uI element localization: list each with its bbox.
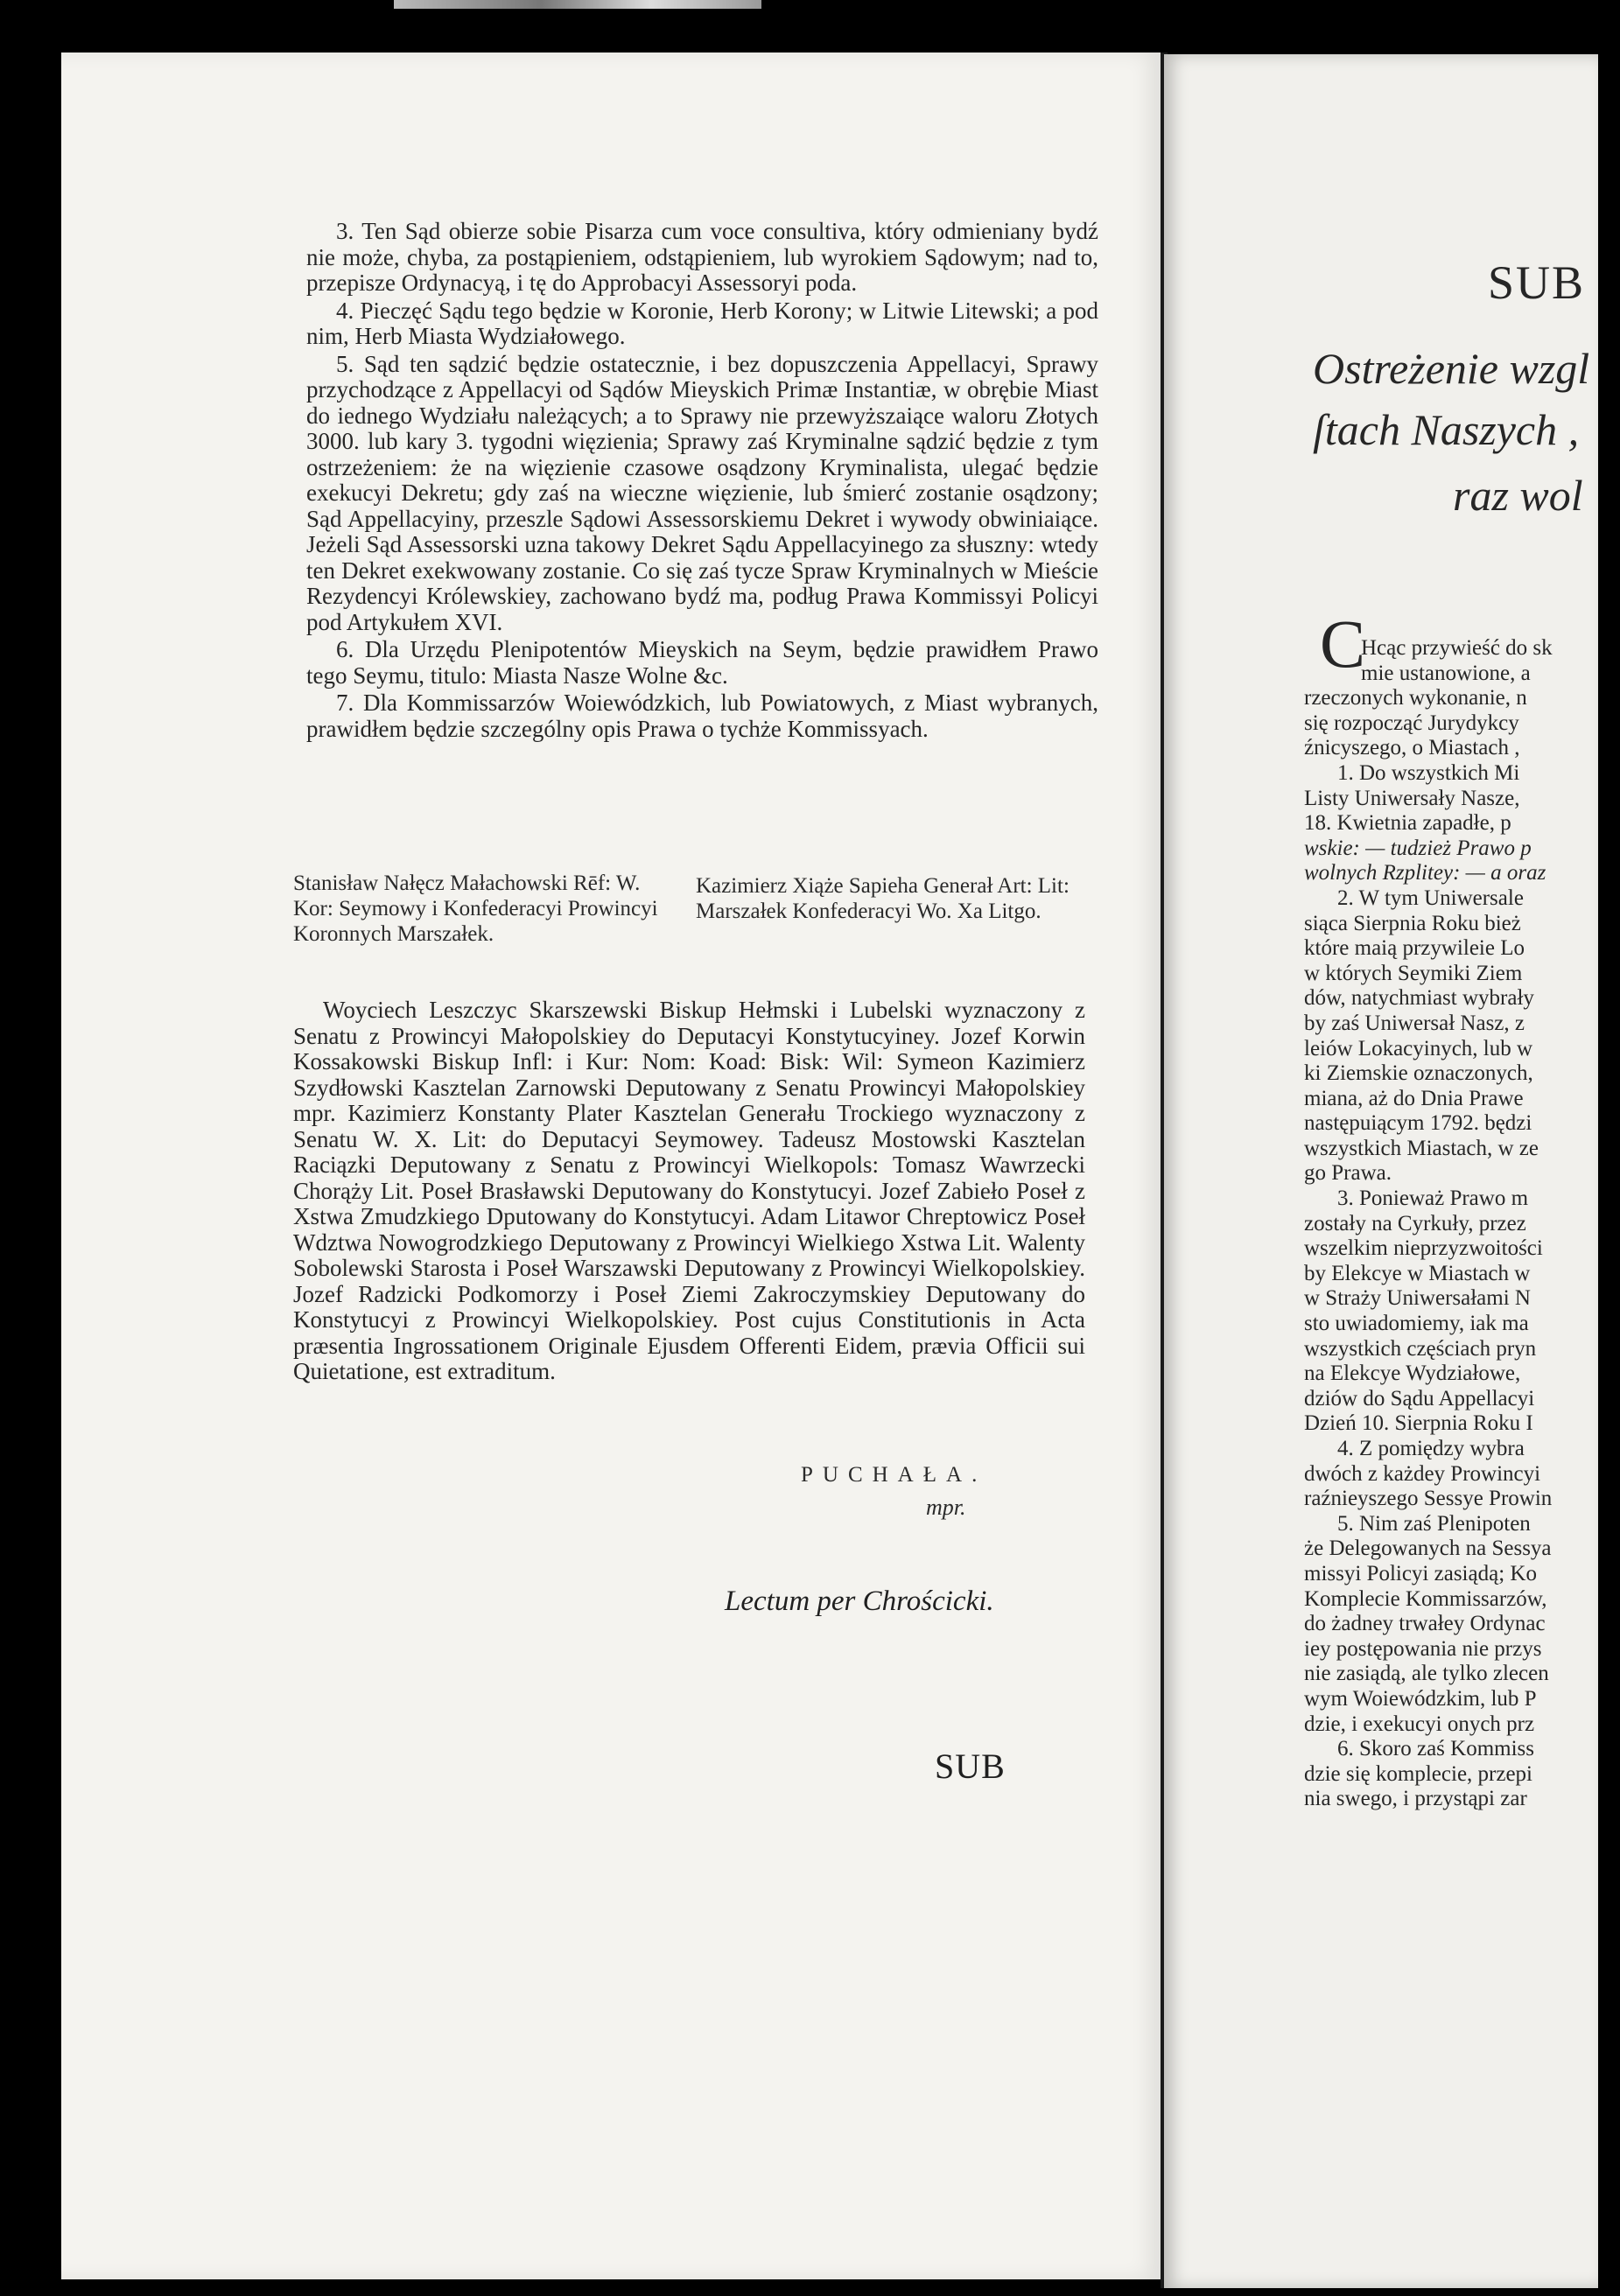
right-line: raźnieyszego Sessye Prowin	[1304, 1487, 1553, 1511]
right-line: na Elekcye Wydziałowe,	[1304, 1362, 1521, 1386]
right-line: sto uwiadomiemy, iak ma	[1304, 1312, 1529, 1336]
article-6: 6. Dla Urzędu Plenipotentów Mieyskich na Seym, będzie prawidłem Prawo tego Seymu, titulo: Miasta Nasze Wolne &c.	[306, 636, 1098, 689]
right-page	[1164, 54, 1598, 2288]
lectum-line: Lectum per Chrościcki.	[725, 1586, 994, 1617]
right-line: 5. Nim zaś Plenipoten	[1337, 1511, 1531, 1536]
right-line: które maią przywileie Lo	[1304, 936, 1525, 961]
catchword-sub: SUB	[935, 1746, 1006, 1786]
right-line: 1. Do wszystkich Mi	[1337, 760, 1520, 785]
left-articles	[306, 219, 1098, 742]
right-line: w których Seymiki Ziem	[1304, 961, 1523, 985]
signature-malachowski: Stanisław Nałęcz Małachowski Rēf: W. Kor: Seymowy i Konfederacyi Prowincyi Koronnych Marszałek.	[293, 872, 658, 946]
right-line: wszelkim nieprzyzwoitości	[1304, 1236, 1543, 1261]
right-line: go Prawa.	[1304, 1161, 1392, 1186]
right-line: się rozpocząć Jurydykcy	[1304, 710, 1519, 735]
right-line: następuiącym 1792. będzi	[1304, 1111, 1532, 1136]
right-line: dów, natychmiast wybrały	[1304, 986, 1534, 1011]
right-line: w Straży Uniwersałami N	[1304, 1286, 1531, 1311]
right-body	[1304, 636, 1553, 1812]
puchala-signature: PUCHAŁA.	[801, 1463, 987, 1487]
right-line: dzie, i exekucyi onych prz	[1304, 1712, 1535, 1736]
right-line: mie ustanowione, a	[1361, 661, 1531, 685]
right-line: 3. Ponieważ Prawo m	[1337, 1186, 1529, 1211]
right-line: leiów Lokacyinych, lub w	[1304, 1036, 1533, 1060]
right-line: dziów do Sądu Appellacyi	[1304, 1386, 1535, 1410]
right-line: miana, aż do Dnia Prawe	[1304, 1086, 1524, 1110]
right-line: 18. Kwietnia zapadłe, p	[1304, 811, 1511, 836]
right-line: nia swego, i przystąpi zar	[1304, 1787, 1527, 1811]
signature-sapieha: Kazimierz Xiąże Sapieha Generał Art: Lit: Marszałek Konfederacyi Wo. Xa Litgo.	[696, 874, 1069, 923]
right-line: 2. W tym Uniwersale	[1337, 886, 1524, 910]
left-page	[61, 52, 1167, 2279]
right-line: nie zasiądą, ale tylko zlecen	[1304, 1662, 1549, 1686]
deputation-text: Woyciech Leszczyc Skarszewski Biskup Hełmski i Lubelski wyznaczony z Senatu z Prowincyi Małopolskiey do Deputacyi Konstytucyiney. Jozef Korwin Kossakowski Biskup Infl: i Kur: Nom: Koad: Bisk: Wil: Symeon Kazimierz Szydłowski Kasztelan Zarnowski Deputowany z Senatu Prowincyi Małopolskiey mpr. Kazimierz Konstanty Plater Kasztelan Generału Trockiego wyznaczony z Senatu W. X. Lit: do Deputacyi Seymowey. Tadeusz Mostowski Kasztelan Raciązki Deputowany z Senatu z Prowincyi Wielkopols: Tomasz Wawrzecki Chorąży Lit. Poseł Brasławski Deputowany do Konstytucyi. Jozef Zabieło Poseł z Xstwa Zmudzkiego Dputowany do Konstytucyi. Adam Litawor Chreptowicz Poseł Wdztwa Nowogrodzkiego Deputowany z Prowincyi Wielkiego Xstwa Lit. Walenty Sobolewski Starosta i Poseł Warszawski Deputowany z Prowincyi Wielkopolskiey. Jozef Radzicki Podkomorzy i Poseł Ziemi Zakroczymskiey Deputowany do Konstytucyi z Prowincyi Wielkopolskiey. Post cujus Constitutionis in Acta præsentia Ingrossationem Originale Ejusdem Offerenti Eidem, prævia Officii sui Quietatione, est extraditum.	[293, 997, 1085, 1384]
mpr-note: mpr.	[926, 1494, 966, 1520]
right-line: missyi Policyi zasiądą; Ko	[1304, 1561, 1537, 1586]
article-4: 4. Pieczęć Sądu tego będzie w Koronie, Herb Korony; w Litwie Litewski; a pod nim, Herb Miasta Wydziałowego.	[306, 297, 1098, 349]
right-line: wolnych Rzplitey: — a oraz	[1304, 861, 1546, 886]
right-line: wszystkich częściach pryn	[1304, 1336, 1537, 1361]
right-line: Dzień 10. Sierpnia Roku I	[1304, 1411, 1533, 1436]
deputation-list	[293, 998, 1085, 1385]
right-heading-sub: SUB	[1488, 256, 1586, 309]
article-5: 5. Sąd ten sądzić będzie ostatecznie, i bez dopuszczenia Appellacyi, Sprawy przychodzące z Appellacyi od Sądów Mieyskich Primæ Instantiæ, w obrębie Miast do iednego Wydziału należących; a to Sprawy nie przewyższaiące waloru Złotych 3000. lub kary 3. tygodni więzienia; Sprawy zaś Kryminalne sądzić będzie z tym ostrzeżeniem: że na więzienie czasowe osądzony Kryminalista, ulegać będzie exekucyi Dekretu; gdy zaś na wieczne więzienie, lub śmierć zostanie osądzony; Sąd Appellacyiny, przeszle Sądowi Assessorskiemu Dekret i wywody obwiniaiące. Jeżeli Sąd Assessorski uzna takowy Dekret Sądu Appellacyinego za słuszny: wtedy ten Dekret exekwowany zostanie. Co się zaś tycze Spraw Kryminalnych w Mieście Rezydencyi Królewskiey, zachowano bydź ma, podług Prawa Kommissyi Policyi pod Artykułem XVI.	[306, 350, 1098, 635]
top-paper-edge	[394, 0, 761, 9]
right-line: iey postępowania nie przys	[1304, 1636, 1542, 1661]
right-line: do żadney trwałey Ordynac	[1304, 1612, 1546, 1636]
right-line: siąca Sierpnia Roku bież	[1304, 911, 1521, 935]
right-line: Listy Uniwersały Nasze,	[1304, 786, 1520, 810]
drop-cap: C	[1320, 606, 1366, 682]
right-line: dzie się komplecie, przepi	[1304, 1761, 1532, 1786]
article-3: 3. Ten Sąd obierze sobie Pisarza cum voce consultiva, który odmieniany bydź nie może, chyba, za postąpieniem, odstąpieniem, lub wyrokiem Sądowym; nad to, przepisze Ordynacyą, i tę do Approbacyi Assessoryi poda.	[306, 218, 1098, 296]
right-line: wskie: — tudzież Prawo p	[1304, 836, 1532, 860]
right-line: by Elekcye w Miastach w	[1304, 1261, 1531, 1285]
right-line: 6. Skoro zaś Kommiss	[1337, 1737, 1534, 1761]
article-7: 7. Dla Kommissarzów Woiewódzkich, lub Powiatowych, z Miast wybranych, prawidłem będzie szczególny opis Prawa o tychże Kommissyach.	[306, 690, 1098, 742]
right-line: by zaś Uniwersał Nasz, z	[1304, 1011, 1525, 1035]
right-line: Komplecie Kommissarzów,	[1304, 1586, 1547, 1611]
right-line: dwóch z każdey Prowincyi	[1304, 1461, 1541, 1486]
right-line: wszystkich Miastach, w ze	[1304, 1136, 1539, 1160]
right-line: rzeczonych wykonanie, n	[1304, 686, 1527, 710]
right-line: zostały na Cyrkuły, przez	[1304, 1211, 1526, 1236]
right-title-line-3: raz wol	[1453, 471, 1583, 520]
right-line: wym Woiewódzkim, lub P	[1304, 1686, 1537, 1711]
right-title-line-1: Ostreżenie wzgl	[1313, 344, 1590, 393]
right-line: że Delegowanych na Sessya	[1304, 1536, 1552, 1561]
right-title-line-2: ſtach Naszych ,	[1313, 405, 1580, 454]
right-line: Hcąc przywieść do sk	[1361, 636, 1553, 660]
right-line: źnicyszego, o Miastach ,	[1304, 736, 1520, 760]
right-line: ki Ziemskie oznaczonych,	[1304, 1061, 1533, 1086]
right-line: 4. Z pomiędzy wybra	[1337, 1437, 1525, 1460]
